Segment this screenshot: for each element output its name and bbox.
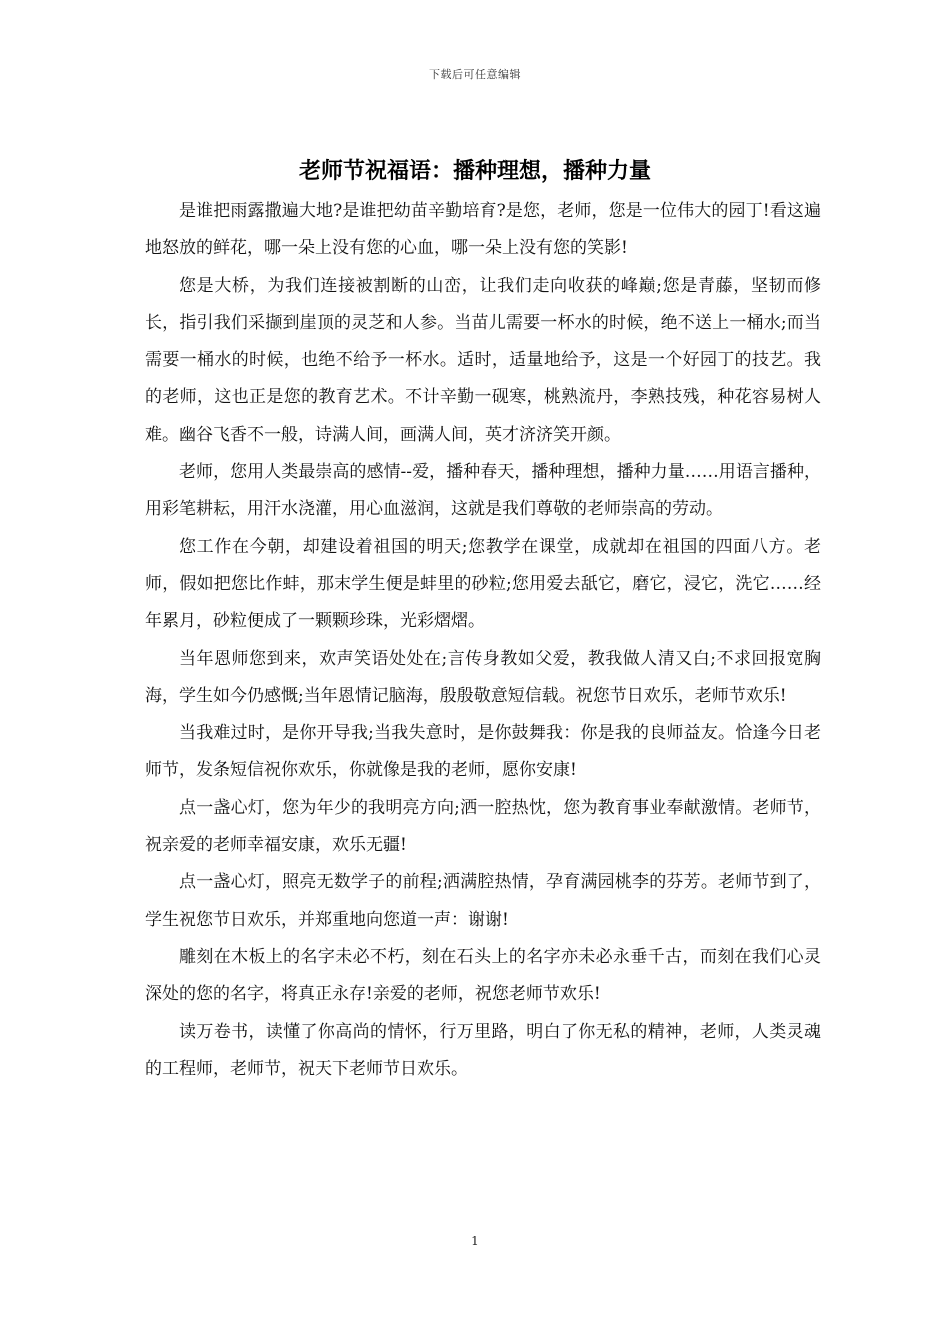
paragraph-2: 您是大桥，为我们连接被割断的山峦，让我们走向收获的峰巅;您是青藤，坚韧而修长，指引我们采撷到崖顶的灵芝和人参。当苗儿需要一杯水的时候，绝不送上一桶水;而当需要一桶水的时候，也绝不给予一杯水。适时，适量地给予，这是一个好园丁的技艺。我的老师，这也正是您的教育艺术。不计辛勤一砚寒，桃熟流丹，李熟技残，种花容易树人难。幽谷飞香不一般，诗满人间，画满人间，英才济济笑开颜。	[145, 275, 821, 445]
paragraph-5: 当年恩师您到来，欢声笑语处处在;言传身教如父爱，教我做人清又白;不求回报宽胸海，学生如今仍感慨;当年恩情记脑海，殷殷敬意短信载。祝您节日欢乐，老师节欢乐!	[145, 648, 821, 706]
paragraph-8: 点一盏心灯，照亮无数学子的前程;洒满腔热情，孕育满园桃李的芬芳。老师节到了，学生祝您节日欢乐，并郑重地向您道一声：谢谢!	[145, 872, 821, 930]
document-body	[145, 193, 821, 1088]
header-note: 下载后可任意编辑	[429, 68, 521, 81]
document-title: 老师节祝福语：播种理想，播种力量	[298, 158, 651, 184]
paragraph-6: 当我难过时，是你开导我;当我失意时，是你鼓舞我：你是我的良师益友。恰逢今日老师节，发条短信祝你欢乐，你就像是我的老师，愿你安康!	[145, 723, 821, 781]
paragraph-10: 读万卷书，读懂了你高尚的情怀，行万里路，明白了你无私的精神，老师，人类灵魂的工程师，老师节，祝天下老师节日欢乐。	[145, 1021, 821, 1079]
paragraph-9: 雕刻在木板上的名字未必不朽，刻在石头上的名字亦未必永垂千古，而刻在我们心灵深处的您的名字，将真正永存!亲爱的老师，祝您老师节欢乐!	[145, 946, 821, 1005]
paragraph-4: 您工作在今朝，却建设着祖国的明天;您教学在课堂，成就却在祖国的四面八方。老师，假如把您比作蚌，那末学生便是蚌里的砂粒;您用爱去舐它，磨它，浸它，洗它……经年累月，砂粒便成了一颗颗珍珠，光彩熠熠。	[145, 536, 821, 632]
paragraph-1: 是谁把雨露撒遍大地?是谁把幼苗辛勤培育?是您，老师，您是一位伟大的园丁!看这遍地怒放的鲜花，哪一朵上没有您的心血，哪一朵上没有您的笑影!	[145, 201, 821, 259]
paragraph-7: 点一盏心灯，您为年少的我明亮方向;洒一腔热忱，您为教育事业奉献激情。老师节，祝亲爱的老师幸福安康，欢乐无疆!	[145, 797, 821, 856]
paragraph-3: 老师，您用人类最崇高的感情--爱，播种春天，播种理想，播种力量……用语言播种，用彩笔耕耘，用汗水浇灌，用心血滋润，这就是我们尊敬的老师崇高的劳动。	[145, 462, 821, 520]
page-number: 1	[471, 1234, 479, 1248]
